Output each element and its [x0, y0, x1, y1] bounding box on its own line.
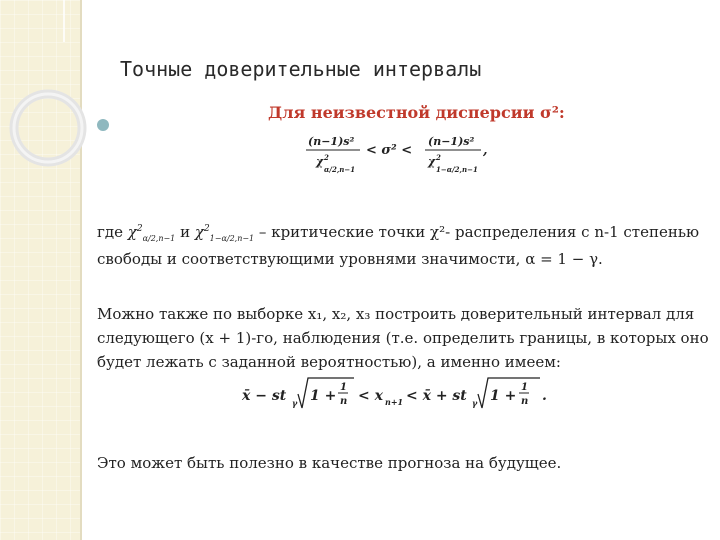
where-rest: – критические точки χ²- распределения с n-1 степенью: [258, 223, 700, 241]
paragraph-line-3: будет лежать с заданной вероятностью), а именно имеем:: [97, 353, 561, 371]
svg-text:n: n: [340, 396, 348, 407]
middle-inequality: < σ² <: [366, 143, 413, 158]
svg-text:.: .: [542, 388, 547, 404]
svg-text:2: 2: [324, 153, 329, 162]
formula-comma: ,: [483, 143, 488, 158]
svg-text:n: n: [521, 396, 529, 407]
svg-text:1 +: 1 +: [490, 388, 517, 404]
right-denominator: χ: [428, 155, 436, 168]
svg-text:1: 1: [521, 382, 528, 393]
paragraph-line-1: Можно также по выборке x₁, x₂, x₃ построить доверительный интервал для: [97, 305, 695, 323]
variance-interval-formula: [300, 132, 500, 182]
svg-text:x̄ − st: x̄ − st: [242, 388, 287, 404]
subheading: Для неизвестной дисперсии σ²:: [268, 103, 565, 122]
decorative-rings: [0, 0, 160, 200]
svg-text:< x: < x: [358, 388, 383, 404]
where-line: где $\chi^2_{\alpha/2,n-1}$ и $\chi^2_{1-\alpha/2,n-1}$ – критические точки χ²- распределения с n-1 степенью: [97, 223, 700, 243]
slide-title: Точные доверительные интервалы: [120, 57, 482, 81]
svg-text:1 +: 1 +: [310, 388, 337, 404]
svg-text:γ: γ: [472, 398, 478, 408]
bullet-icon: [97, 119, 109, 131]
left-denominator: χ: [316, 155, 324, 168]
svg-text:γ: γ: [292, 398, 298, 408]
where-prefix: где: [97, 223, 123, 241]
svg-text:< x̄ + st: < x̄ + st: [406, 388, 467, 404]
prediction-interval-formula: [240, 372, 580, 418]
degrees-line: свободы и соответствующими уровнями значимости, α = 1 − γ.: [97, 250, 603, 268]
where-and: и: [180, 223, 191, 241]
svg-text:α/2,n−1: α/2,n−1: [324, 165, 356, 174]
svg-text:n+1: n+1: [385, 397, 404, 407]
svg-text:1−α/2,n−1: 1−α/2,n−1: [436, 165, 478, 174]
right-numerator: (n−1)s²: [428, 135, 475, 148]
svg-text:1: 1: [340, 382, 347, 393]
left-numerator: (n−1)s²: [308, 135, 355, 148]
paragraph-line-2: следующего (x + 1)-го, наблюдения (т.е. определить границы, в которых оно: [97, 329, 709, 347]
svg-text:2: 2: [436, 153, 441, 162]
closing-sentence: Это может быть полезно в качестве прогноза на будущее.: [97, 454, 562, 472]
